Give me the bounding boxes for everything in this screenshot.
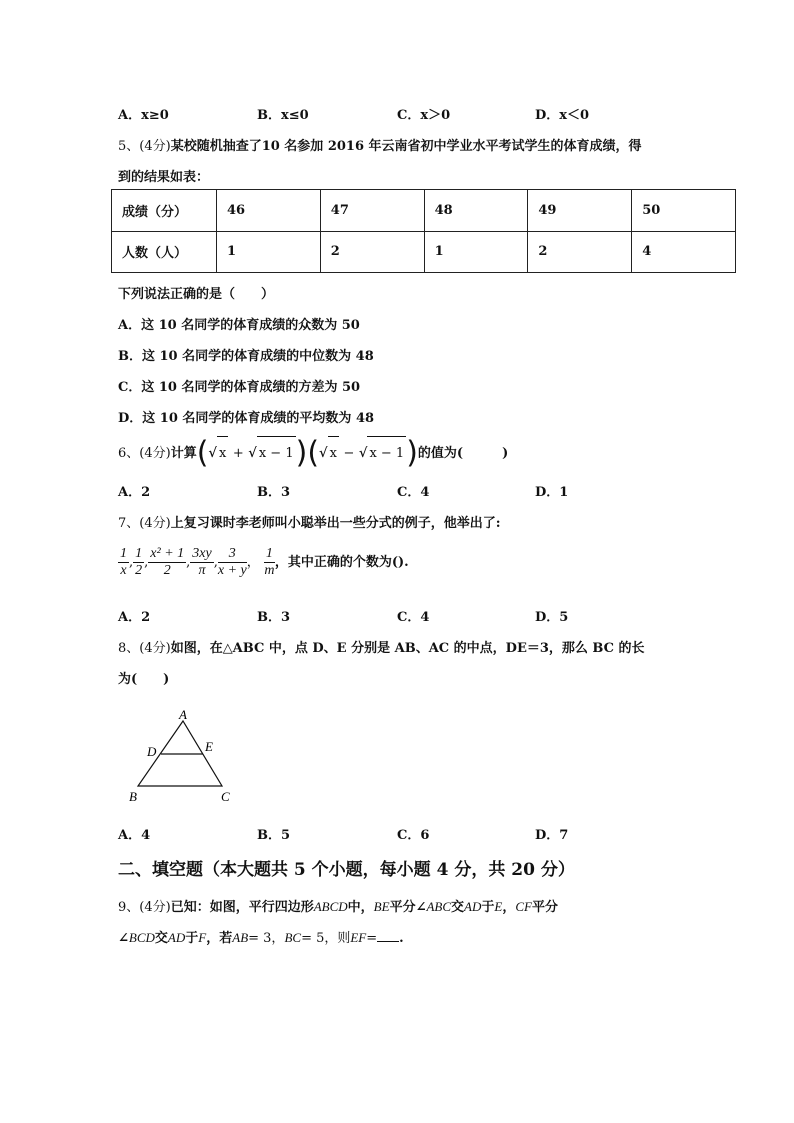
q6-number: 6、(4分): [118, 446, 171, 461]
label-e: E: [205, 739, 213, 754]
q7-fractions: $\frac{1}{x}$ , $\frac{1}{2}$ , $\frac{\text{x² + 1}}{2}$ , $\frac{3xy}{\pi}$ , $\frac{3}{x + y}$ ， $\frac{1}{m}$ ，其中正确的个数为().: [120, 546, 409, 578]
label-c: C: [221, 789, 230, 804]
q6-stem: 6、(4分)计算(√ x + √ x − 1)(√ x − √ x − 1)的值为( ): [118, 435, 509, 471]
label-a: A: [179, 707, 187, 722]
q7-option-a[interactable]: A．2: [118, 610, 151, 625]
table-cell: 46: [217, 190, 321, 232]
q5-option-d[interactable]: D．这 10 名同学的体育成绩的平均数为 48: [118, 411, 375, 426]
q6-stem-before: 计算: [170, 446, 197, 461]
q6-option-a[interactable]: A．2: [118, 485, 151, 500]
q6-option-c[interactable]: C．4: [397, 485, 430, 500]
q5-stem-line2: 到的结果如表：: [118, 170, 210, 185]
triangle-figure: [125, 705, 245, 805]
q5-stem: 某校随机抽查了10 名参加 2016 年云南省初中学业水平考试学生的体育成绩，得: [170, 139, 642, 154]
fraction: $\frac{1}{x}$: [120, 546, 127, 578]
q5-stem-line1: [118, 135, 642, 154]
fraction: $\frac{1}{2}$: [135, 546, 143, 578]
label-d: D: [147, 744, 157, 759]
section-title: 二、填空题（本大题共 5 个小题，每小题 4 分，共 20 分）: [118, 860, 575, 880]
label-b: B: [129, 789, 137, 804]
table-cell: 人数（人）: [112, 231, 217, 273]
table-cell: 2: [320, 231, 424, 273]
q7-stem-text: 上复习课时李老师叫小聪举出一些分式的例子，他举出了:: [170, 516, 501, 531]
radicand: x: [217, 436, 228, 471]
table-header-row: [112, 190, 736, 232]
table-cell: 成绩（分）: [112, 190, 217, 232]
table-cell: 48: [424, 190, 528, 232]
q6-option-d[interactable]: D．1: [535, 485, 569, 500]
q8-stem-text: 如图，在△ABC 中，点 D、E 分别是 AB、AC 的中点，DE＝3，那么 BC 的长: [170, 641, 645, 656]
q5-option-c[interactable]: C．这 10 名同学的体育成绩的方差为 50: [118, 380, 361, 395]
q8-option-c[interactable]: C．6: [397, 828, 430, 843]
q5-prompt: 下列说法正确的是（ ）: [118, 287, 275, 302]
q7-stem: [118, 512, 501, 531]
q6-stem-after: 的值为( ): [417, 446, 509, 461]
q7-option-b[interactable]: B．3: [257, 610, 291, 625]
radicand: x − 1: [367, 436, 406, 471]
table-cell: 47: [320, 190, 424, 232]
plus-sign: +: [232, 446, 244, 461]
table-cell: 1: [217, 231, 321, 273]
q5-option-a[interactable]: A．这 10 名同学的体育成绩的众数为 50: [118, 318, 360, 333]
fraction: $\frac{3}{x + y}$: [217, 546, 247, 578]
fraction: $\frac{3xy}{\pi}$: [192, 546, 212, 578]
q8-option-b[interactable]: B．5: [257, 828, 291, 843]
radicand: x: [328, 436, 339, 471]
minus-sign: −: [343, 446, 355, 461]
q4-option-a[interactable]: A．x≥0: [118, 108, 169, 123]
fraction: $\frac{1}{m}$: [264, 546, 275, 578]
q8-option-d[interactable]: D．7: [535, 828, 569, 843]
q9-line1: 9、(4分)已知：如图，平行四边形ABCD中，BE平分∠ABC交AD于E，CF平分: [118, 899, 559, 915]
table-cell: 50: [632, 190, 736, 232]
q7-number: 7、(4分): [118, 516, 171, 531]
fraction: $\frac{\text{x² + 1}}{2}$: [150, 546, 185, 578]
answer-blank[interactable]: [377, 941, 399, 942]
q9-number: 9、(4分): [118, 900, 171, 915]
q4-option-b[interactable]: B．x≤0: [257, 108, 309, 123]
q8-stem-line1: [118, 637, 645, 656]
table-row: [112, 231, 736, 273]
q5-number: 5、(4分): [118, 139, 171, 154]
q4-option-c[interactable]: C．x＞0: [397, 108, 451, 123]
table-cell: 2: [528, 231, 632, 273]
table-cell: 1: [424, 231, 528, 273]
table-cell: 49: [528, 190, 632, 232]
table-cell: 4: [632, 231, 736, 273]
q7-stem-after: ，其中正确的个数为().: [274, 555, 409, 570]
q7-option-d[interactable]: D．5: [535, 610, 569, 625]
q5-option-b[interactable]: B．这 10 名同学的体育成绩的中位数为 48: [118, 349, 374, 364]
q9-line2: ∠BCD交AD于F，若AB= 3，BC= 5，则EF= .: [118, 930, 404, 946]
q6-option-b[interactable]: B．3: [257, 485, 291, 500]
score-table: [111, 189, 736, 273]
q8-stem-line2: 为( ): [118, 672, 170, 687]
q4-option-d[interactable]: D．x＜0: [535, 108, 590, 123]
q8-number: 8、(4分): [118, 641, 171, 656]
radicand: x − 1: [257, 436, 296, 471]
q7-option-c[interactable]: C．4: [397, 610, 430, 625]
q8-option-a[interactable]: A．4: [118, 828, 151, 843]
